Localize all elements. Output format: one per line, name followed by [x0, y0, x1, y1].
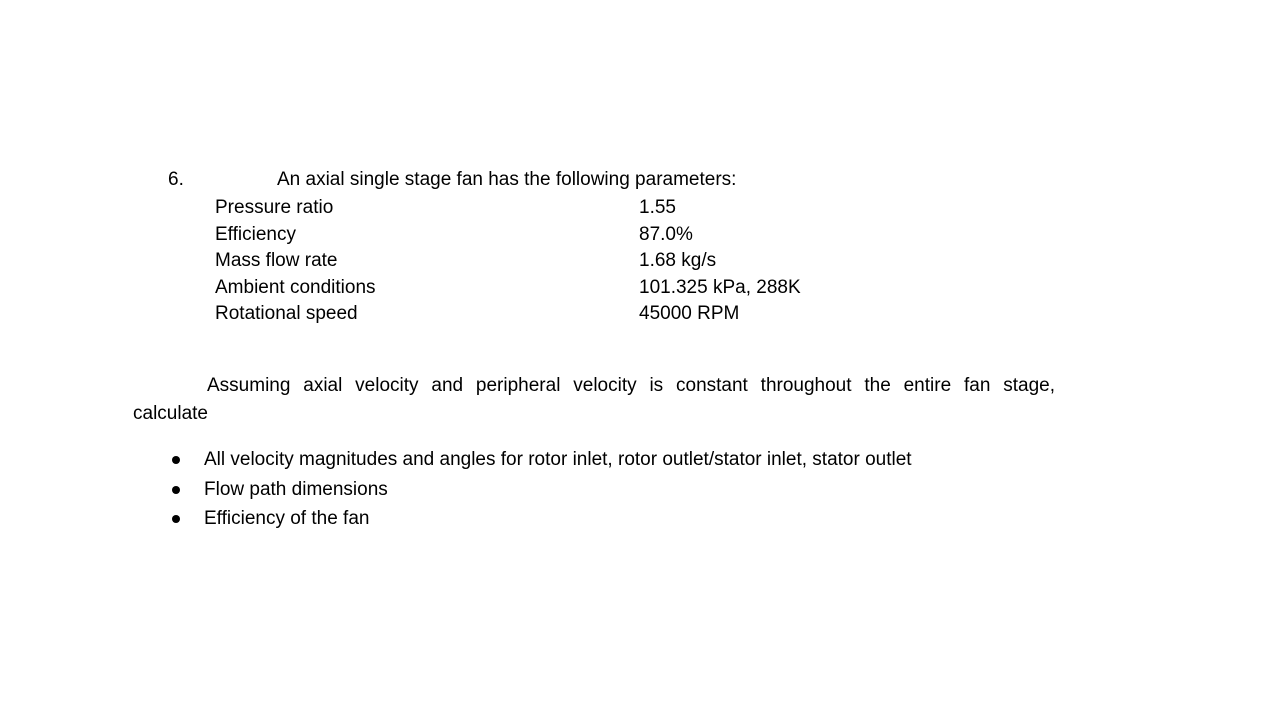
parameter-row — [215, 222, 915, 249]
question-intro: An axial single stage fan has the following parameters: — [277, 169, 737, 190]
parameter-label: Rotational speed — [215, 303, 358, 324]
parameter-value: 101.325 kPa, 288K — [639, 276, 801, 298]
parameter-label: Pressure ratio — [215, 197, 334, 218]
parameter-label: Ambient conditions — [215, 276, 376, 298]
parameter-row — [215, 248, 915, 275]
list-item-text: Flow path dimensions — [204, 478, 388, 500]
parameter-row — [215, 301, 915, 328]
bullet-icon — [172, 486, 180, 494]
parameter-row — [215, 275, 915, 302]
question-number: 6. — [168, 169, 184, 190]
bullet-icon — [172, 456, 180, 464]
bullet-icon — [172, 515, 180, 523]
parameter-label: Mass flow rate — [215, 250, 338, 271]
list-item-text: All velocity magnitudes and angles for rotor inlet, rotor outlet/stator inlet, stator outlet — [204, 449, 912, 470]
parameter-value: 45000 RPM — [639, 303, 740, 324]
assumption-text: Assuming axial velocity and peripheral velocity is constant throughout the entire fan stage, — [207, 375, 1055, 396]
parameter-table — [215, 195, 915, 328]
list-item-text: Efficiency of the fan — [204, 508, 370, 529]
parameter-label: Efficiency — [215, 223, 296, 245]
assumption-paragraph — [133, 372, 1055, 428]
parameter-value: 87.0% — [639, 223, 693, 245]
parameter-row — [215, 195, 915, 222]
parameter-value: 1.55 — [639, 197, 676, 218]
assumption-continuation: calculate — [133, 403, 208, 424]
parameter-value: 1.68 kg/s — [639, 250, 717, 271]
